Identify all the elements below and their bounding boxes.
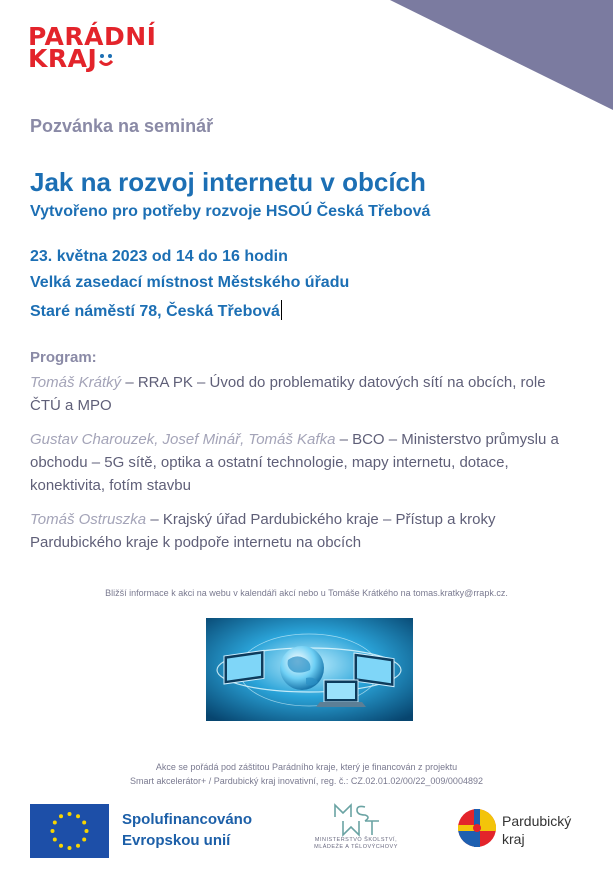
- msmt-line1: MINISTERSTVO ŠKOLSTVÍ,: [314, 837, 398, 843]
- program-text: – BCO – Ministerstvo průmyslu a obchodu – 5G sítě, optika a ostatní technologie, mapy internetu, dotace, konektivita, fotím stavbu: [30, 431, 559, 494]
- pardubicky-kraj-emblem-icon: [457, 808, 497, 848]
- msmt-line2: MLÁDEŽE A TĚLOVÝCHOVY: [314, 844, 398, 850]
- pk-line1: Pardubický: [502, 813, 572, 829]
- title-subline: Vytvořeno pro potřeby rozvoje HSOÚ Česká Třebová: [30, 203, 431, 220]
- text-cursor: [281, 300, 282, 320]
- program-speaker: Tomáš Krátký: [30, 374, 122, 391]
- footer-line2: Smart akcelerátor+ / Pardubický kraj inovativní, reg. č.: CZ.02.01.02/00/22_009/0004892: [130, 776, 483, 786]
- program-text: – RRA PK – Úvod do problematiky datových sítí na obcích, role ČTÚ a MPO: [30, 374, 546, 414]
- eu-line1: Spolufinancováno: [122, 811, 253, 828]
- program-text: – Krajský úřad Pardubického kraje – Přístup a kroky Pardubického kraje k podpoře internetu na obcích: [30, 511, 496, 551]
- pk-line2: kraj: [502, 831, 525, 847]
- event-address-text: Staré náměstí 78, Česká Třebová: [30, 303, 280, 320]
- msmt-mark-icon: [331, 803, 381, 837]
- program-item: [30, 428, 575, 497]
- footer-funding-text: [0, 760, 613, 788]
- footer-line1: Akce se pořádá pod záštitou Parádního kraje, který je financován z projektu: [155, 762, 458, 772]
- pardubicky-kraj-text: [502, 812, 571, 848]
- paradni-kraj-logo: [28, 22, 157, 73]
- program-speaker: Tomáš Ostruszka: [30, 511, 147, 528]
- event-venue: Velká zasedací místnost Městského úřadu: [30, 274, 350, 291]
- eu-flag-icon: [30, 804, 109, 858]
- eu-cofinanced-text: [122, 809, 252, 851]
- invitation-subtitle: Pozvánka na seminář: [30, 116, 214, 136]
- event-address: [30, 300, 282, 321]
- eu-line2: Evropskou unií: [122, 832, 231, 849]
- msmt-logo: [300, 803, 412, 851]
- internet-globe-image: [206, 618, 413, 721]
- program-item: [30, 508, 575, 554]
- page-title: Jak na rozvoj internetu v obcích: [30, 167, 426, 197]
- program-item: [30, 371, 575, 417]
- program-heading: Program:: [30, 349, 97, 366]
- more-info: Bližší informace k akci na webu v kalendáři akcí nebo u Tomáše Krátkého na tomas.kratky@rrapk.cz.: [105, 588, 508, 598]
- smile-icon: [99, 53, 113, 67]
- event-date: 23. května 2023 od 14 do 16 hodin: [30, 248, 288, 265]
- logo-line2: KRAJ: [28, 44, 98, 73]
- program-speaker: Gustav Charouzek, Josef Minář, Tomáš Kafka: [30, 431, 336, 448]
- logo-line1: PARÁDNÍ: [28, 22, 157, 51]
